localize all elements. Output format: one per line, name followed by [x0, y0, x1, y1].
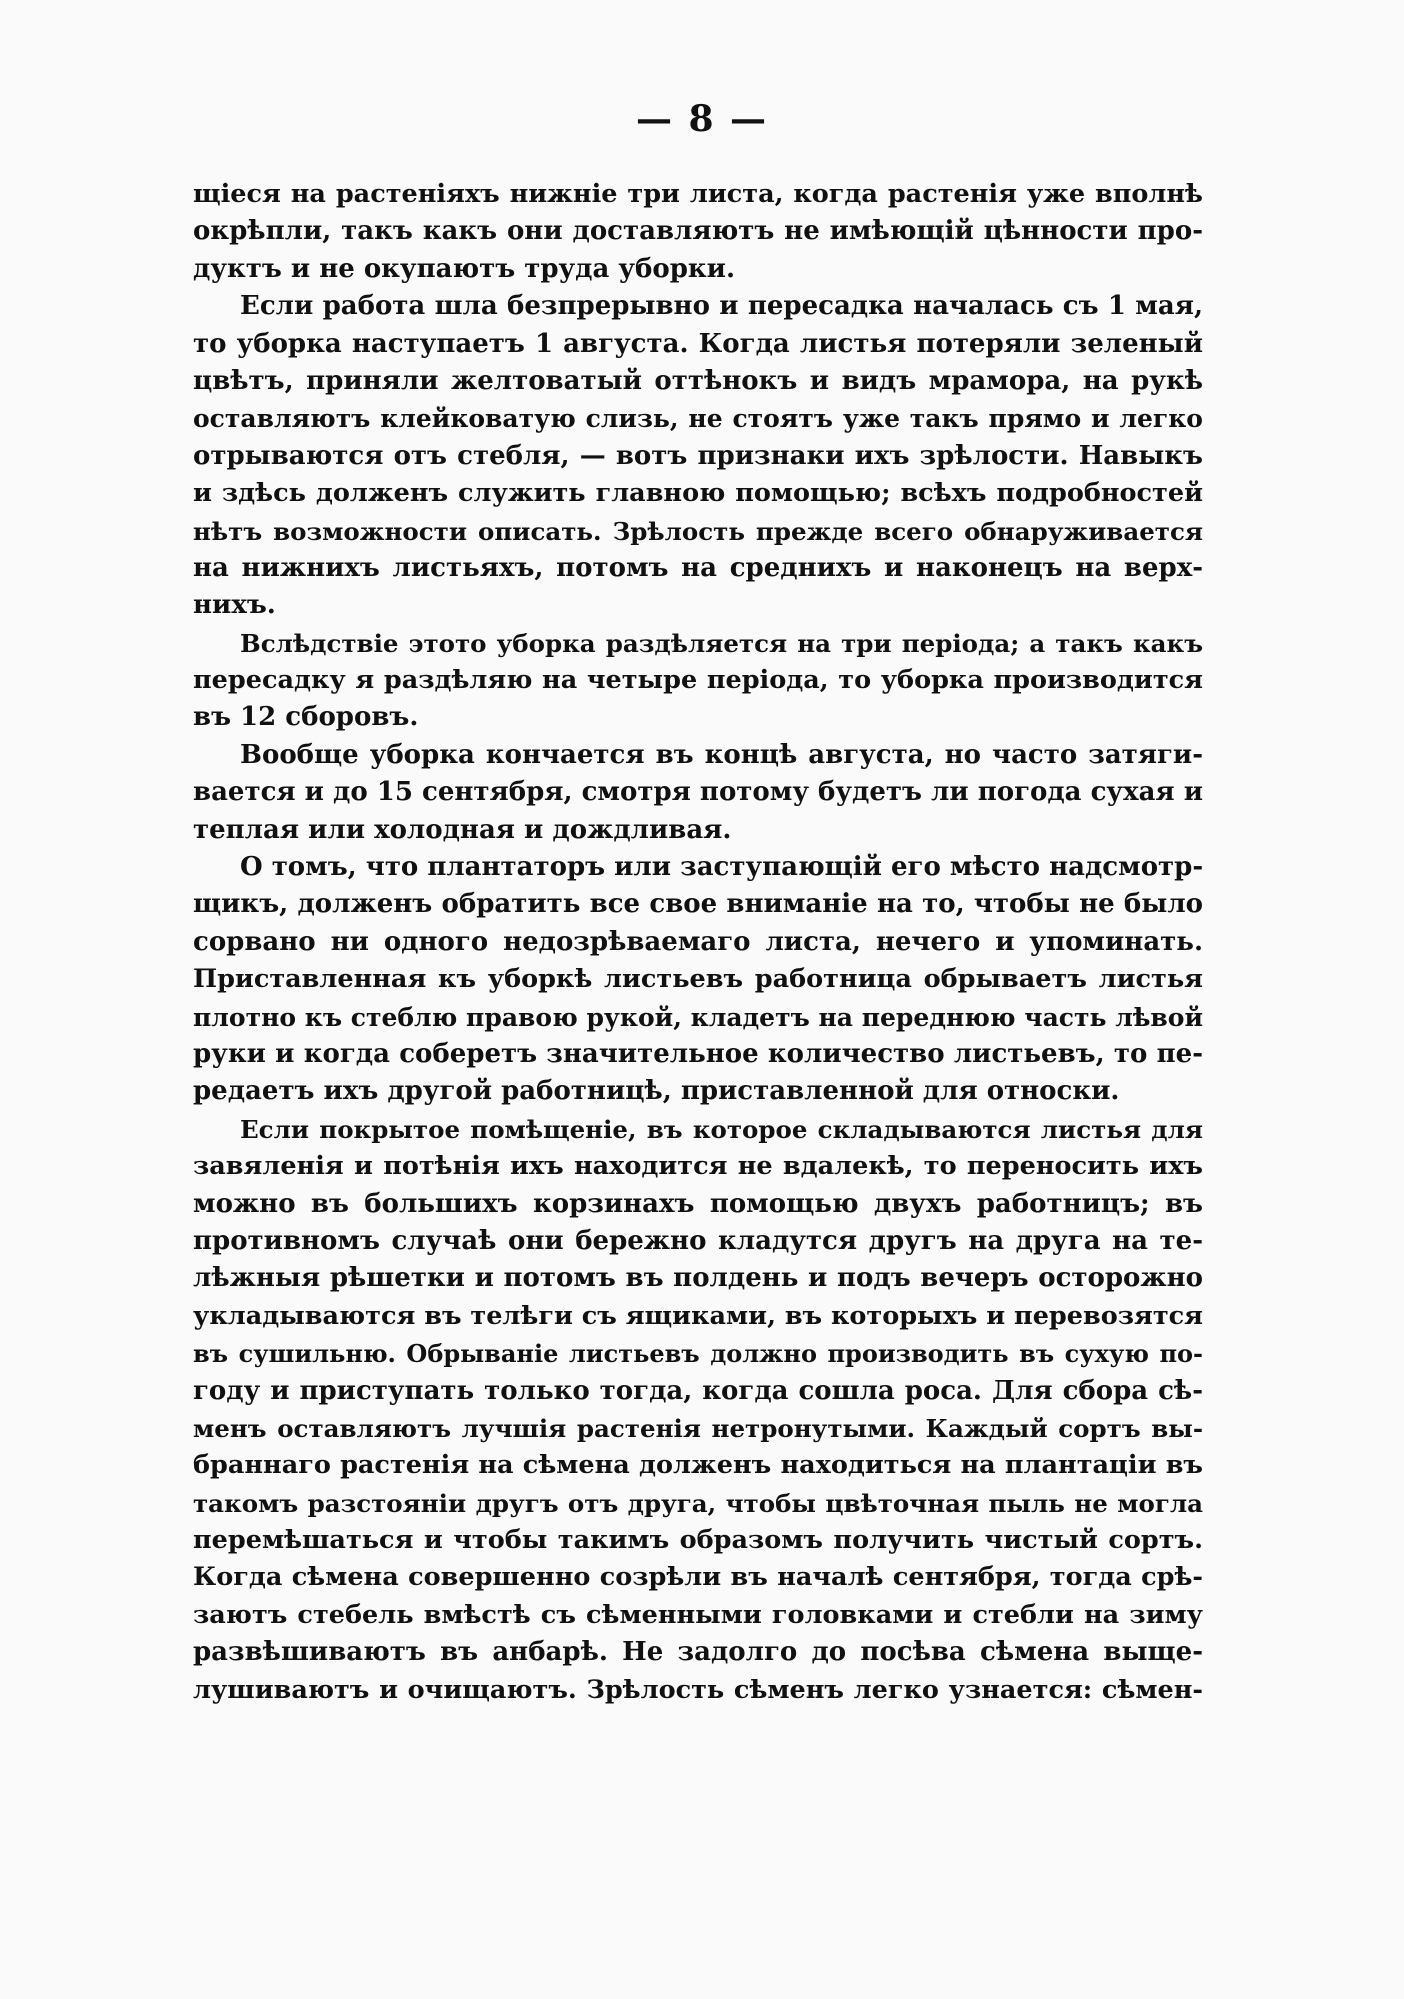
text-line: вается и до 15 сентября, смотря потому будетъ ли погода сухая и [193, 777, 1203, 808]
text-line: менъ оставляютъ лучшія растенія нетронутыми. Каждый сортъ вы- [193, 1413, 1203, 1443]
paragraph [193, 1111, 1203, 1709]
paragraph [193, 849, 1203, 1111]
text-line: Приставленная къ уборкѣ листьевъ работница обрываетъ листья [193, 964, 1203, 995]
text-line: то уборка наступаетъ 1 августа. Когда листья потеряли зеленый [193, 328, 1203, 359]
text-line: лушиваютъ и очищаютъ. Зрѣлость сѣменъ легко узнается: сѣмен- [193, 1674, 1203, 1705]
text-line: развѣшиваютъ въ анбарѣ. Не задолго до посѣва сѣмена выще- [193, 1637, 1203, 1668]
text-line: оставляютъ клейковатую слизь, не стоятъ уже такъ прямо и легко [193, 404, 1203, 434]
page-body-text [193, 176, 1203, 1709]
text-line: нѣтъ возможности описать. Зрѣлость прежде всего обнаруживается [193, 516, 1203, 546]
text-line: О томъ, что плантаторъ или заступающій его мѣсто надсмотр- [240, 852, 1204, 883]
text-line: Когда сѣмена совершенно созрѣли въ началѣ сентября, тогда срѣ- [193, 1562, 1203, 1593]
text-line: въ 12 сборовъ. [193, 702, 419, 733]
text-line: пересадку я раздѣляю на четыре періода, то уборка производится [193, 665, 1203, 696]
text-line: противномъ случаѣ они бережно кладутся другъ на друга на те- [193, 1225, 1203, 1256]
text-line: плотно къ стеблю правою рукой, кладетъ на переднюю часть лѣвой [193, 1002, 1203, 1032]
text-line: щіеся на растеніяхъ нижніе три листа, когда растенія уже вполнѣ [193, 179, 1203, 209]
paragraph [193, 176, 1203, 288]
text-line: отрываются отъ стебля, — вотъ признаки ихъ зрѣлости. Навыкъ [193, 440, 1203, 471]
text-line: руки и когда соберетъ значительное количество листьевъ, то пе- [193, 1038, 1203, 1069]
text-line: сорвано ни одного недозрѣваемаго листа, нечего и упоминать. [193, 926, 1203, 957]
text-line: теплая или холодная и дождливая. [193, 814, 732, 845]
text-line: такомъ разстояніи другъ отъ друга, чтобы цвѣточная пыль не могла [193, 1488, 1203, 1518]
text-line: завяленія и потѣнія ихъ находится не вдалекѣ, то переносить ихъ [193, 1151, 1203, 1182]
text-line: лѣжныя рѣшетки и потомъ въ полдень и подъ вечеръ осторожно [193, 1263, 1203, 1294]
text-line: нихъ. [193, 590, 276, 621]
paragraph [193, 737, 1203, 849]
text-line: Вслѣдствіе этото уборка раздѣляется на три періода; а такъ какъ [240, 628, 1203, 658]
text-line: перемѣшаться и чтобы такимъ образомъ получить чистый сортъ. [193, 1525, 1203, 1556]
text-line: окрѣпли, такъ какъ они доставляютъ не имѣющій цѣнности про- [193, 216, 1203, 247]
text-line: заютъ стебель вмѣстѣ съ сѣменными головками и стебли на зиму [193, 1599, 1203, 1630]
page-number: — 8 — [635, 98, 769, 140]
paragraph [193, 625, 1203, 737]
text-line: браннаго растенія на сѣмена долженъ находиться на плантаціи въ [193, 1450, 1203, 1481]
paragraph [193, 288, 1203, 625]
text-line: укладываются въ телѣги съ ящиками, въ которыхъ и перевозятся [193, 1300, 1203, 1331]
text-line: Вообще уборка кончается въ концѣ августа, но часто затяги- [240, 739, 1203, 770]
text-line: и здѣсь долженъ служить главною помощью; всѣхъ подробностей [193, 478, 1203, 509]
text-line: Если работа шла безпрерывно и пересадка началась съ 1 мая, [240, 291, 1203, 322]
text-line: Если покрытое помѣщеніе, въ которое складываются листья для [240, 1114, 1203, 1144]
text-line: щикъ, долженъ обратить все свое вниманіе на то, чтобы не было [193, 889, 1203, 920]
text-line: цвѣтъ, приняли желтоватый оттѣнокъ и видъ мрамора, на рукѣ [193, 365, 1203, 396]
text-line: въ сушильню. Обрываніе листьевъ должно производить въ сухую по- [193, 1339, 1203, 1369]
text-line: на нижнихъ листьяхъ, потомъ на среднихъ и наконецъ на верх- [193, 552, 1203, 583]
text-line: дуктъ и не окупаютъ труда уборки. [193, 253, 736, 284]
text-line: году и приступать только тогда, когда сошла роса. Для сбора сѣ- [193, 1375, 1203, 1406]
text-line: редаетъ ихъ другой работницѣ, приставленной для относки. [193, 1076, 1120, 1107]
text-line: можно въ большихъ корзинахъ помощью двухъ работницъ; въ [193, 1188, 1203, 1219]
